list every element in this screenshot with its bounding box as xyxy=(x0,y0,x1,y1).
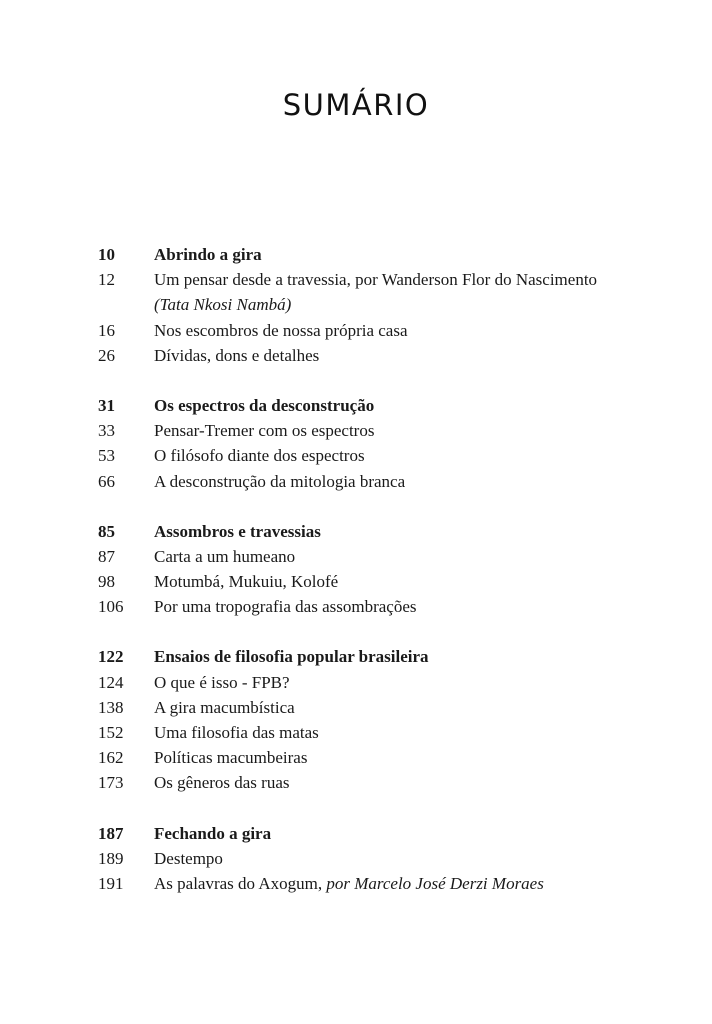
toc-section-5 xyxy=(98,821,658,897)
toc-section-heading[interactable] xyxy=(98,519,658,544)
entry-title: Políticas macumbeiras xyxy=(154,748,308,768)
toc-section-heading[interactable] xyxy=(98,821,658,846)
entry-title: Dívidas, dons e detalhes xyxy=(154,345,320,365)
toc-entry[interactable] xyxy=(98,770,658,795)
page-number: 66 xyxy=(98,471,115,491)
toc-entry[interactable] xyxy=(98,544,658,569)
entry-title: A desconstrução da mitologia branca xyxy=(154,471,406,491)
entry-title: Carta a um humeano xyxy=(154,546,296,566)
page-number: 33 xyxy=(98,421,115,441)
page-number: 189 xyxy=(98,848,124,868)
page-number: 16 xyxy=(98,320,115,340)
table-of-contents xyxy=(98,242,658,921)
page-number: 173 xyxy=(98,773,124,793)
entry-title: Pensar-Tremer com os espectros xyxy=(154,421,375,441)
entry-title: O que é isso - FPB? xyxy=(154,672,290,692)
entry-title: Um pensar desde a travessia, por Wanderson Flor do Nascimento xyxy=(154,270,598,290)
section-title: Os espectros da desconstrução xyxy=(154,395,375,415)
section-title: Fechando a gira xyxy=(154,823,272,843)
toc-entry-continuation xyxy=(98,292,658,317)
page-number: 122 xyxy=(98,647,124,667)
section-title: Abrindo a gira xyxy=(154,245,262,264)
page-number: 124 xyxy=(98,672,124,692)
page-number: 12 xyxy=(98,270,115,290)
entry-title: A gira macumbística xyxy=(154,697,295,717)
section-title: Assombros e travessias xyxy=(154,521,321,541)
entry-author: por Marcelo José Derzi Moraes xyxy=(326,873,544,893)
page-number: 53 xyxy=(98,446,115,466)
page-number: 152 xyxy=(98,723,124,742)
page-number: 162 xyxy=(98,748,124,768)
page-number: 98 xyxy=(98,572,115,592)
toc-entry[interactable] xyxy=(98,469,658,494)
page-number: 10 xyxy=(98,245,115,264)
toc-entry[interactable] xyxy=(98,343,658,368)
toc-entry[interactable] xyxy=(98,318,658,343)
toc-section-2 xyxy=(98,393,658,494)
toc-entry[interactable] xyxy=(98,443,658,468)
entry-title: Destempo xyxy=(154,848,223,868)
page-number: 187 xyxy=(98,823,124,843)
toc-entry[interactable] xyxy=(98,670,658,695)
toc-section-heading[interactable] xyxy=(98,242,658,267)
entry-title: Os gêneros das ruas xyxy=(154,773,290,793)
toc-entry[interactable] xyxy=(98,418,658,443)
page-number: 26 xyxy=(98,345,115,365)
page-number: 87 xyxy=(98,546,115,566)
toc-section-heading[interactable] xyxy=(98,644,658,669)
entry-title: Nos escombros de nossa própria casa xyxy=(154,320,408,340)
toc-entry[interactable] xyxy=(98,569,658,594)
entry-title: As palavras do Axogum, xyxy=(154,873,327,893)
toc-section-4 xyxy=(98,644,658,795)
toc-entry[interactable] xyxy=(98,846,658,871)
toc-section-heading[interactable] xyxy=(98,393,658,418)
toc-entry[interactable] xyxy=(98,720,658,745)
toc-entry[interactable] xyxy=(98,871,658,896)
entry-author: (Tata Nkosi Nambá) xyxy=(154,295,292,315)
entry-title: Motumbá, Mukuiu, Kolofé xyxy=(154,572,339,592)
page-number: 106 xyxy=(98,597,124,617)
toc-section-1 xyxy=(98,242,658,368)
toc-entry[interactable] xyxy=(98,267,658,292)
toc-entry[interactable] xyxy=(98,695,658,720)
toc-entry[interactable] xyxy=(98,594,658,619)
page-number: 191 xyxy=(98,873,124,893)
entry-title-with-author xyxy=(154,871,658,896)
entry-title: O filósofo diante dos espectros xyxy=(154,446,365,466)
page-number: 31 xyxy=(98,395,115,415)
toc-entry[interactable] xyxy=(98,745,658,770)
page-number: 138 xyxy=(98,697,124,717)
entry-title: Uma filosofia das matas xyxy=(154,723,319,742)
toc-section-3 xyxy=(98,519,658,620)
entry-title: Por uma tropografia das assombrações xyxy=(154,597,417,617)
page-number: 85 xyxy=(98,521,115,541)
section-title: Ensaios de filosofia popular brasileira xyxy=(154,647,429,667)
page-title: SUMÁRIO xyxy=(282,88,430,122)
